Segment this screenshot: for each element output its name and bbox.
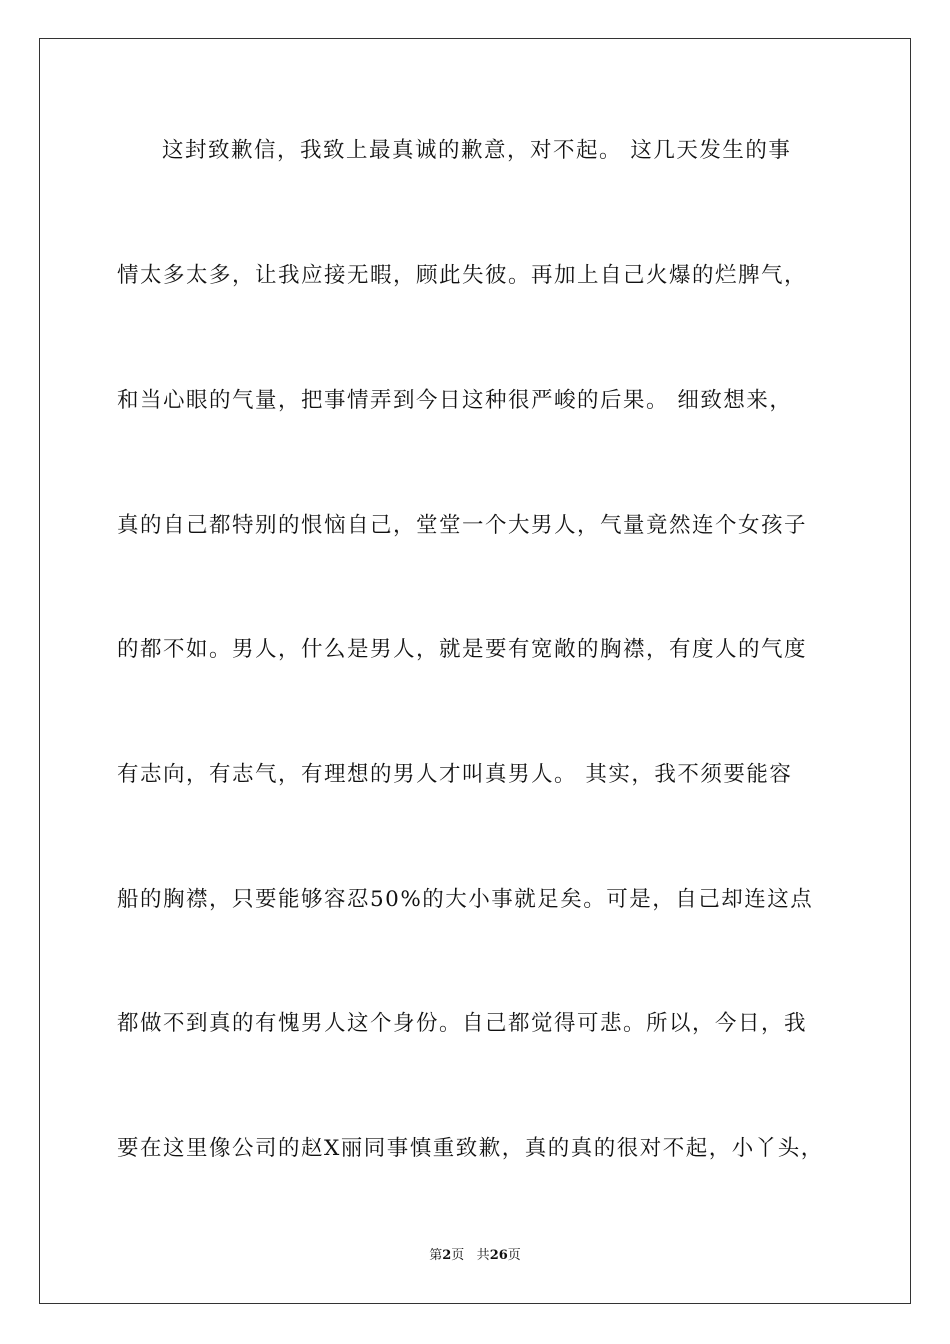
total-suffix: 页 xyxy=(507,1248,521,1263)
page-number: 2 xyxy=(442,1248,452,1263)
body-line-3: 和当心眼的气量，把事情弄到今日这种很严峻的后果。 细致想来， xyxy=(117,388,793,413)
page-prefix: 第 xyxy=(429,1248,443,1263)
page-border xyxy=(39,38,911,1304)
page-suffix: 页 xyxy=(451,1248,465,1263)
total-prefix: 共 xyxy=(476,1248,490,1263)
body-line-1: 这封致歉信，我致上最真诚的歉意，对不起。 这几天发生的事 xyxy=(162,138,792,163)
body-line-6: 有志向，有志气，有理想的男人才叫真男人。 其实，我不须要能容 xyxy=(117,762,793,787)
body-line-9: 要在这里像公司的赵X丽同事慎重致歉，真的真的很对不起，小丫头， xyxy=(117,1136,824,1161)
page-footer xyxy=(0,1246,950,1266)
total-pages: 26 xyxy=(489,1248,508,1263)
body-line-5: 的都不如。男人，什么是男人，就是要有宽敞的胸襟，有度人的气度 xyxy=(117,637,808,662)
body-line-2: 情太多太多，让我应接无暇，顾此失彼。再加上自己火爆的烂脾气， xyxy=(117,263,808,288)
body-line-4: 真的自己都特别的恨恼自己，堂堂一个大男人，气量竟然连个女孩子 xyxy=(117,513,808,538)
body-line-7: 船的胸襟，只要能够容忍50%的大小事就足矣。可是，自己却连这点 xyxy=(117,887,814,912)
body-line-8: 都做不到真的有愧男人这个身份。自己都觉得可悲。所以，今日，我 xyxy=(117,1011,808,1036)
